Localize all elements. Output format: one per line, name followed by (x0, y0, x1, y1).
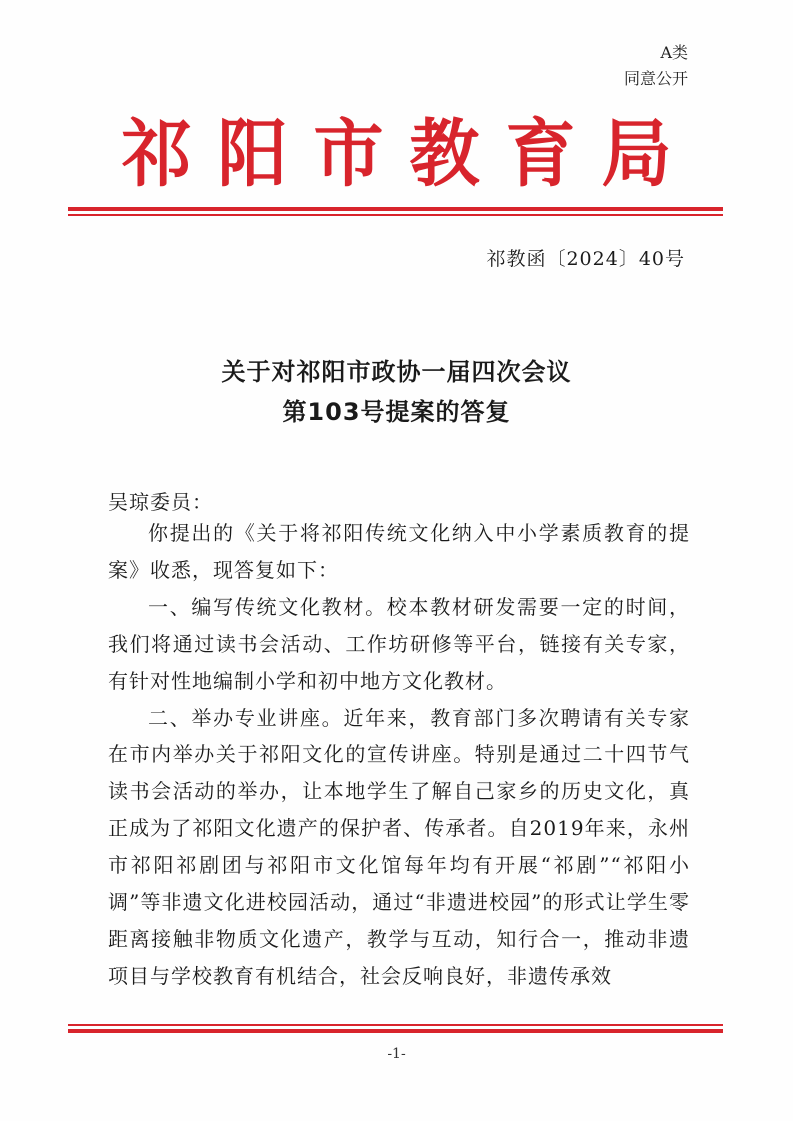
footer-rule-thick-line (68, 1029, 723, 1033)
footer-red-rule (68, 1024, 723, 1035)
classification-category: A类 (660, 43, 688, 62)
document-title-line-2: 第103号提案的答复 (282, 398, 511, 426)
red-rule-thin-line (68, 214, 723, 216)
paragraph-section-1: 一、编写传统文化教材。校本教材研发需要一定的时间，我们将通过读书会活动、工作坊研修等平台，链接有关专家，有针对性地编制小学和初中地方文化教材。 (108, 594, 690, 693)
letterhead-red-rule (68, 207, 723, 218)
salutation: 吴琼委员： (108, 490, 213, 514)
paragraph-intro: 你提出的《关于将祁阳传统文化纳入中小学素质教育的提案》收悉，现答复如下： (108, 521, 690, 582)
page-number: -1- (387, 1046, 406, 1062)
disclosure-status: 同意公开 (623, 69, 688, 88)
document-title (0, 352, 793, 432)
classification-block (624, 40, 688, 92)
document-title-line-1: 关于对祁阳市政协一届四次会议 (221, 358, 572, 386)
paragraph-section-2: 二、举办专业讲座。近年来，教育部门多次聘请有关专家在市内举办关于祁阳文化的宣传讲座。特别是通过二十四节气读书会活动的举办，让本地学生了解自己家乡的历史文化，真正成为了祁阳文化遗产的保护者、传承者。自2019年来，永州市祁阳祁剧团与祁阳市文化馆每年均有开展“祁剧”“祁阳小调”等非遗文化进校园活动，通过“非遗进校园”的形式让学生零距离接触非物质文化遗产，教学与互动，知行合一，推动非遗项目与学校教育有机结合，社会反响良好，非遗传承效 (108, 705, 690, 988)
document-number: 祁教函〔2024〕40号 (486, 248, 685, 270)
footer-rule-thin-line (68, 1024, 723, 1026)
letterhead-title: 祁阳市教育局 (121, 110, 698, 198)
body-text (108, 515, 690, 995)
red-rule-thick-line (68, 207, 723, 211)
